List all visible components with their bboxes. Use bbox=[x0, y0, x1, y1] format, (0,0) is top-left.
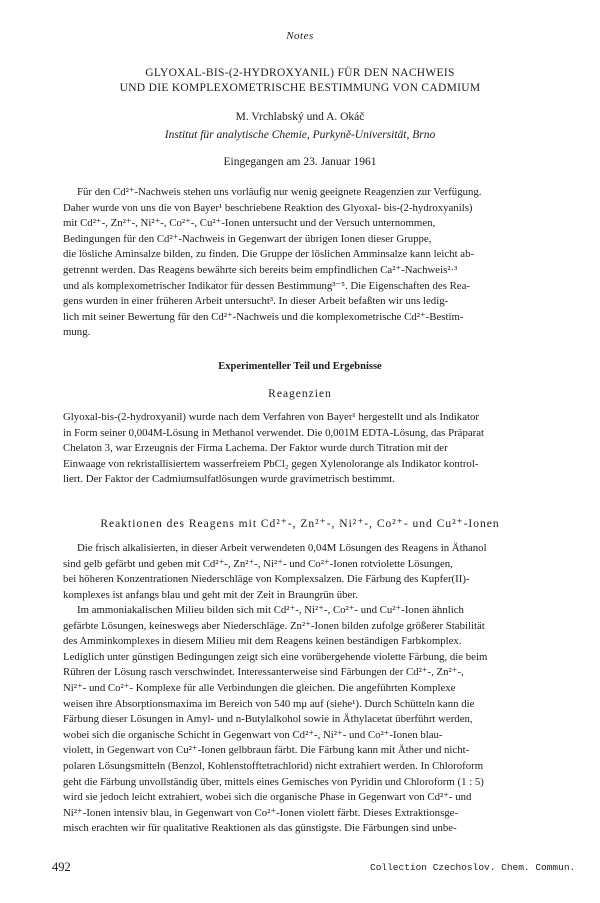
text-line: weisen ihre Absorptionsmaxima im Bereich von 540 mμ auf (siehe¹). Durch Schütteln kann die bbox=[63, 697, 475, 710]
title-line-1: GLYOXAL-BIS-(2-HYDROXYANIL) FÜR DEN NACHWEIS bbox=[145, 67, 455, 79]
text-line: getrennt werden. Das Reagens bewährte sich bereits beim empfindlichen Ca²⁺-Nachweis²·³ bbox=[63, 263, 458, 276]
intro-paragraph bbox=[63, 185, 546, 341]
reactions-paragraph-2 bbox=[63, 603, 546, 837]
text-line: lich mit seiner Bewertung für den Cd²⁺-Nachweis und die komplexometrische Cd²⁺-Bestim- bbox=[63, 310, 464, 323]
page-number: 492 bbox=[52, 860, 71, 874]
text-line: Für den Cd²⁺-Nachweis stehen uns vorläufig nur wenig geeignete Reagenzien zur Verfügung. bbox=[77, 186, 482, 198]
text-line: Im ammoniakalischen Milieu bilden sich mit Cd²⁺-, Ni²⁺-, Co²⁺- und Cu²⁺-Ionen ähnlich bbox=[77, 604, 464, 616]
text-line: und als komplexometrischer Indikator für dessen Bestimmung³⁻⁵. Die Eigenschaften des Rea- bbox=[63, 279, 470, 292]
reagents-paragraph bbox=[63, 410, 546, 488]
text-line: Die frisch alkalisierten, in dieser Arbeit verwendeten 0,04M Lösungen des Reagens in Äthanol bbox=[77, 542, 487, 554]
text-line: mung. bbox=[63, 326, 91, 339]
article-title bbox=[40, 66, 560, 96]
text-line: Glyoxal-bis-(2-hydroxyanil) wurde nach dem Verfahren von Bayer¹ hergestellt und als Indikator bbox=[63, 411, 479, 423]
text-line: die lösliche Aminsalze bilden, zu finden. Die Gruppe der löslichen Amminsalze kann leicht ab- bbox=[63, 248, 475, 261]
text-line: Lediglich unter günstigen Bedingungen zeigt sich eine vorübergehende violette Färbung, die beim bbox=[63, 650, 488, 663]
text-line: Bedingungen für den Cd²⁺-Nachweis in Gegenwart der übrigen Ionen dieser Gruppe, bbox=[63, 232, 432, 245]
received-date: Eingegangen am 23. Januar 1961 bbox=[223, 156, 377, 168]
text-line: des Amminkomplexes in diesem Milieu mit dem Reagens keinen beständigen Farbkomplex. bbox=[63, 635, 462, 648]
journal-name: Collection Czechoslov. Chem. Commun. bbox=[370, 862, 576, 873]
text-line: Ni²⁺- und Co²⁺- Komplexe für alle Verbindungen die gleichen. Die angeführten Komplexe bbox=[63, 681, 456, 694]
section-heading-reagents: Reagenzien bbox=[268, 388, 332, 400]
text-line: in Form seiner 0,004M-Lösung in Methanol verwendet. Die 0,001M EDTA-Lösung, das Präparat bbox=[63, 426, 485, 439]
text-line: wobei sich die organische Schicht in Gegenwart von Cd²⁺-, Ni²⁺- und Co²⁺-Ionen blau- bbox=[63, 728, 443, 741]
text-line: violett, in Gegenwart von Cu²⁺-Ionen gelbbraun färbt. Die Färbung kann mit Äther und nicht- bbox=[63, 744, 470, 757]
running-header: Notes bbox=[286, 30, 314, 42]
text-line: Einwaage von rekristallisiertem wasserfreiem PbCl₂ gegen Xylenolorange als Indikator kontrol- bbox=[63, 457, 479, 470]
text-line: Chelaton 3, war Erzeugnis der Firma Lachema. Der Faktor wurde durch Titration mit der bbox=[63, 442, 448, 455]
title-line-2: UND DIE KOMPLEXOMETRISCHE BESTIMMUNG VON CADMIUM bbox=[119, 82, 481, 94]
text-line: Färbung dieser Lösungen in Amyl- und n-Butylalkohol sowie in Äthylacetat überführt werden, bbox=[63, 713, 473, 726]
text-line: gens wurden in einer früheren Arbeit untersucht³. In dieser Arbeit befaßten wir uns ledig- bbox=[63, 295, 449, 308]
authors: M. Vrchlabský und A. Okáč bbox=[235, 111, 365, 123]
text-line: Daher wurde von uns die von Bayer¹ beschriebene Reaktion des Glyoxal- bis-(2-hydroxyanils) bbox=[63, 201, 473, 214]
text-line: polaren Lösungsmitteln (Benzol, Kohlenstofftetrachlorid) nicht extrahiert werden. In Chloroform bbox=[63, 759, 484, 772]
institute: Institut für analytische Chemie, Purkyně-Universität, Brno bbox=[164, 129, 436, 141]
text-line: Rühren der Lösung rasch verschwindet. Interessanterweise sind Färbungen der Cd²⁺-, Zn²⁺-, bbox=[63, 666, 464, 679]
text-line: mit Cd²⁺-, Zn²⁺-, Ni²⁺-, Co²⁺-, Cu²⁺-Ionen untersucht und der Versuch unternommen, bbox=[63, 217, 436, 230]
text-line: Ni²⁺-Ionen intensiv blau, in Gegenwart von Co²⁺-Ionen violett färbt. Dieses Extraktionsge- bbox=[63, 806, 459, 819]
section-heading-reactions: Reaktionen des Reagens mit Cd²⁺-, Zn²⁺-, Ni²⁺-, Co²⁺- und Cu²⁺-Ionen bbox=[100, 518, 500, 530]
text-line: misch erachten wir für qualitative Reaktionen als das günstigste. Die Färbungen sind unbe- bbox=[63, 822, 457, 835]
text-line: bei höheren Konzentrationen Niederschläge von Komplexsalzen. Die Färbung des Kupfer(II)- bbox=[63, 573, 470, 586]
reactions-paragraph-1 bbox=[63, 541, 546, 603]
text-line: liert. Der Faktor der Cadmiumsulfatlösungen wurde gravimetrisch bestimmt. bbox=[63, 473, 395, 486]
text-line: komplexes ist anfangs blau und geht mit der Zeit in Braungrün über. bbox=[63, 588, 359, 601]
section-heading-experimental: Experimenteller Teil und Ergebnisse bbox=[218, 361, 382, 372]
text-line: gefärbte Lösungen, keineswegs aber Niederschläge. Zn²⁺-Ionen bilden zufolge größerer Stabilität bbox=[63, 619, 485, 632]
text-line: wird sie jedoch leicht extrahiert, wobei sich die organische Phase in Gegenwart von Cd²⁺- und bbox=[63, 791, 472, 804]
text-line: geht die Färbung unvollständig über, mittels eines Gemisches von Pyridin und Chloroform (1 : 5) bbox=[63, 775, 484, 788]
text-line: sind gelb gefärbt und geben mit Cd²⁺-, Zn²⁺-, Ni²⁺- und Co²⁺-Ionen rotviolette Lösungen, bbox=[63, 557, 453, 570]
